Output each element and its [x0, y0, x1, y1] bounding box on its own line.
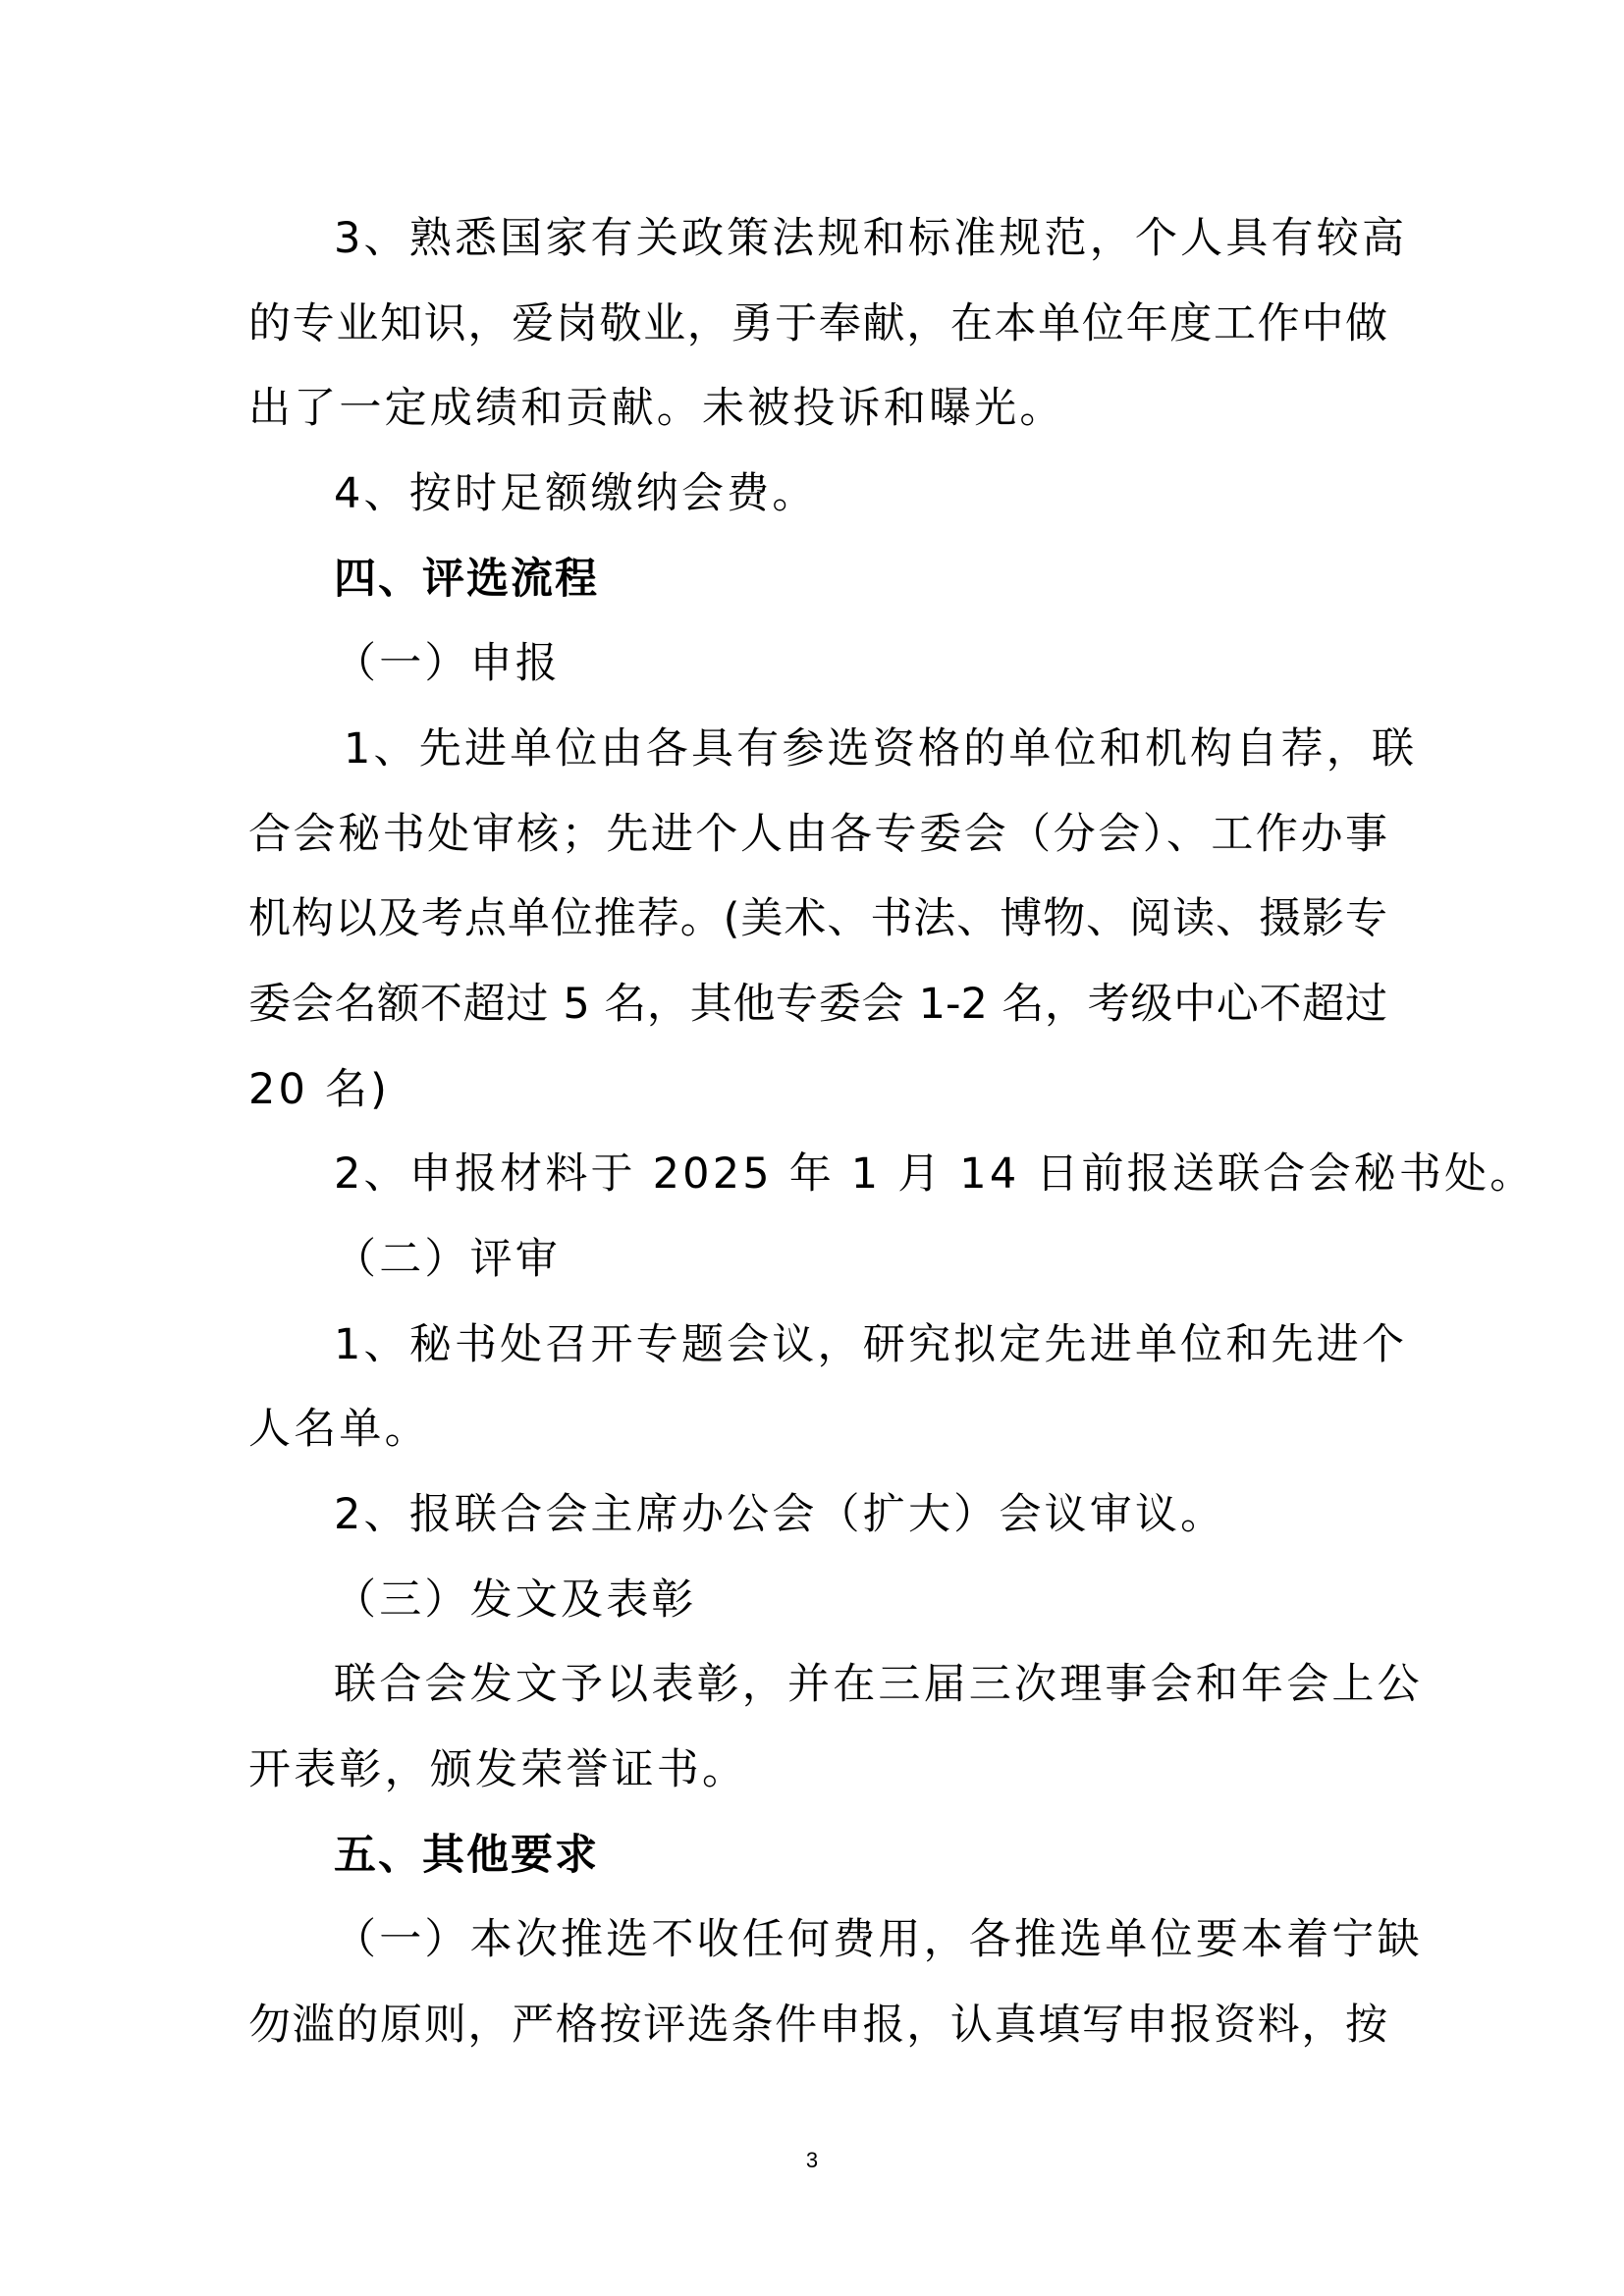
- paragraph-line: 2、申报材料于 2025 年 1 月 14 日前报送联合会秘书处。: [334, 1149, 1536, 1199]
- paragraph-line: 开表彰，颁发荣誉证书。: [248, 1745, 748, 1794]
- paragraph-line: 联合会发文予以表彰，并在三届三次理事会和年会上公: [334, 1660, 1423, 1709]
- paragraph-line: 人名单。: [248, 1405, 430, 1454]
- paragraph-line: 20 名): [248, 1065, 391, 1114]
- paragraph-line: 出了一定成绩和贡献。未被投诉和曝光。: [248, 384, 1065, 433]
- page-number: 3: [805, 2148, 819, 2172]
- paragraph-line: （一）本次推选不收任何费用，各推选单位要本着宁缺: [334, 1915, 1423, 1964]
- paragraph-line: 勿滥的原则，严格按评选条件申报，认真填写申报资料，按: [248, 2001, 1387, 2050]
- paragraph-line: 3、熟悉国家有关政策法规和标准规范，个人具有较高: [334, 214, 1408, 263]
- subsection-heading: （三）发文及表彰: [334, 1575, 697, 1625]
- section-heading: 五、其他要求: [334, 1831, 599, 1880]
- paragraph-line: 1、先进单位由各具有参选资格的单位和机构自荐，联: [344, 724, 1418, 774]
- paragraph-line: 的专业知识，爱岗敬业，勇于奉献，在本单位年度工作中做: [248, 299, 1387, 348]
- paragraph-line: 1、秘书处召开专题会议，研究拟定先进单位和先进个: [334, 1320, 1408, 1369]
- subsection-heading: （一）申报: [334, 639, 561, 688]
- paragraph-line: 4、按时足额缴纳会费。: [334, 469, 818, 518]
- paragraph-line: 合会秘书处审核；先进个人由各专委会（分会）、工作办事: [248, 810, 1387, 859]
- paragraph-line: 委会名额不超过 5 名，其他专委会 1-2 名，考级中心不超过: [248, 980, 1387, 1029]
- section-heading: 四、评选流程: [334, 555, 599, 604]
- paragraph-line: 机构以及考点单位推荐。(美术、书法、博物、阅读、摄影专: [248, 894, 1387, 943]
- paragraph-line: 2、报联合会主席办公会（扩大）会议审议。: [334, 1490, 1226, 1539]
- subsection-heading: （二）评审: [334, 1235, 561, 1284]
